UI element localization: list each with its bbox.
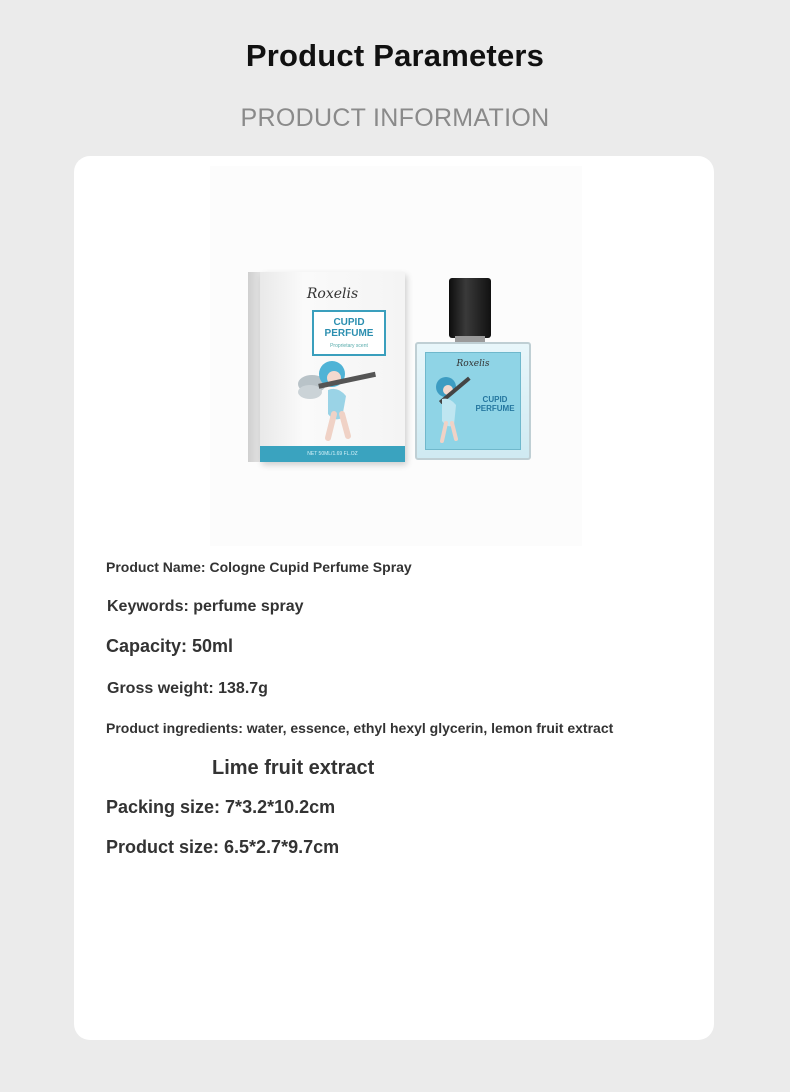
perfume-box bbox=[260, 272, 405, 462]
perfume-bottle bbox=[415, 278, 529, 456]
product-info-card bbox=[74, 156, 714, 1040]
box-label-small: Proprietary scent bbox=[330, 343, 368, 349]
product-image bbox=[210, 166, 582, 546]
spec-capacity: Capacity: 50ml bbox=[106, 636, 234, 656]
spec-ingredients: Product ingredients: water, essence, ethyl hexyl glycerin, lemon fruit extract bbox=[106, 720, 614, 736]
box-net-band: NET 50ML/1.69 FL.OZ bbox=[260, 446, 405, 462]
spec-keywords: Keywords: perfume spray bbox=[107, 598, 304, 615]
box-label bbox=[312, 310, 386, 356]
box-brand-logo: Roxelis bbox=[306, 286, 359, 302]
spec-packing-size: Packing size: 7*3.2*10.2cm bbox=[106, 797, 336, 817]
box-side bbox=[248, 272, 260, 462]
bottle-label-text bbox=[470, 395, 520, 413]
spec-gross-weight: Gross weight: 138.7g bbox=[107, 680, 268, 697]
spec-product-name: Product Name: Cologne Cupid Perfume Spray bbox=[106, 559, 412, 575]
spec-product-size: Product size: 6.5*2.7*9.7cm bbox=[106, 837, 340, 857]
page-title: Product Parameters bbox=[245, 38, 545, 73]
spec-ingredients-cont: Lime fruit extract bbox=[212, 757, 375, 779]
box-label-line2: PERFUME bbox=[324, 328, 374, 339]
bottle-label-line2: PERFUME bbox=[475, 404, 515, 413]
bottle-glass bbox=[415, 342, 531, 460]
box-front bbox=[260, 272, 405, 462]
bottle-cupid-icon bbox=[428, 371, 474, 445]
page-subtitle: PRODUCT INFORMATION bbox=[240, 104, 550, 132]
bottle-label bbox=[425, 352, 521, 450]
cupid-illustration-icon bbox=[298, 352, 378, 444]
bottle-brand-logo: Roxelis bbox=[456, 359, 490, 369]
bottle-cap bbox=[449, 278, 491, 338]
bottle-label-line1: CUPID bbox=[482, 395, 508, 404]
box-label-line1: CUPID bbox=[333, 317, 365, 328]
